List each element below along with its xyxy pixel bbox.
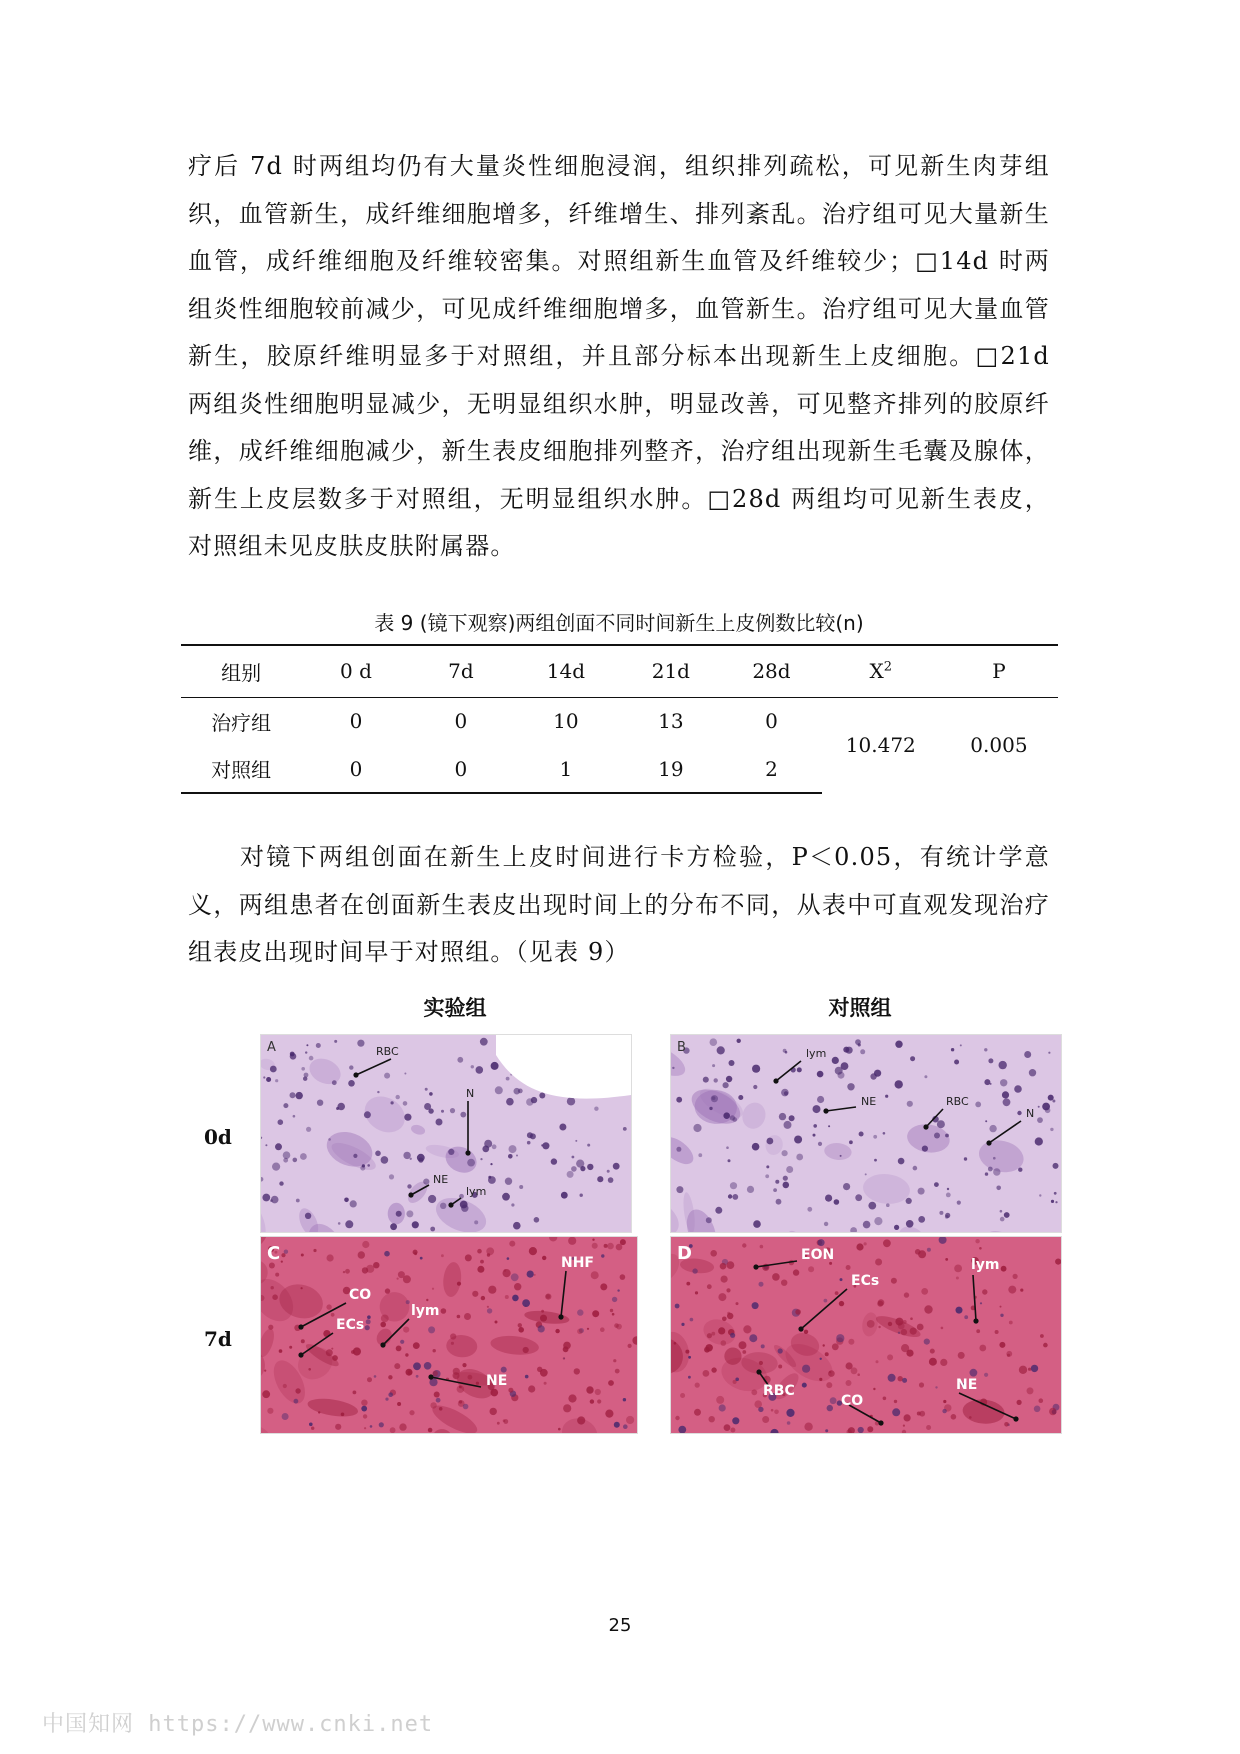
table-caption: 表 9 (镜下观察)两组创面不同时间新生上皮例数比较(n): [374, 611, 864, 635]
annotation-label: NHF: [561, 1255, 594, 1271]
panel-letter: C: [267, 1243, 281, 1264]
histology-panel-c: [260, 1236, 638, 1434]
header-0d: 0 d: [301, 645, 410, 697]
cell-group: 治疗组: [211, 710, 272, 735]
cell-14d: 1: [511, 745, 620, 793]
annotation-label: N: [1026, 1107, 1035, 1120]
annotation-label: NE: [861, 1095, 877, 1108]
histology-panel-b: [670, 1034, 1062, 1233]
cell-21d: 13: [658, 709, 684, 734]
annotation-label: N: [466, 1087, 475, 1100]
annotation-label: CO: [841, 1393, 864, 1409]
annotation-label: lym: [806, 1047, 827, 1060]
annotation-label: NE: [486, 1373, 508, 1389]
histology-image-b: [671, 1035, 1061, 1232]
cell-0d: 0: [301, 745, 410, 793]
histology-image-d: [671, 1237, 1061, 1433]
cell-7d: 0: [454, 709, 468, 734]
cell-28d: 0: [765, 709, 778, 734]
cell-0d: 0: [349, 709, 363, 734]
table-header-row: [181, 645, 1058, 697]
histology-image-a: [261, 1035, 631, 1232]
header-chi-square: $X^2$: [822, 645, 940, 697]
annotation-label: RBC: [946, 1095, 969, 1108]
data-table: [181, 644, 1058, 794]
annotation-label: NE: [433, 1173, 449, 1186]
figure-column-title-experimental: 实验组: [423, 995, 487, 1020]
figure-column-title-control: 对照组: [828, 995, 892, 1020]
header-group: 组别: [181, 645, 301, 697]
cell-21d: 19: [621, 745, 722, 793]
cell-7d: 0: [411, 745, 512, 793]
annotation-label: RBC: [763, 1383, 795, 1399]
body-paragraph-1: 疗后 7d 时两组均仍有大量炎性细胞浸润，组织排列疏松，可见新生肉芽组织，血管新生，成纤维细胞增多，纤维增生、排列紊乱。治疗组可见大量新生血管，成纤维细胞及纤维较密集。对照组新生血管及纤维较少；□14d 时两组炎性细胞较前减少，可见成纤维细胞增多，血管新生。治疗组可见大量血管新生，胶原纤维明显多于对照组，并且部分标本出现新生上皮细胞。□21d 两组炎性细胞明显减少，无明显组织水肿，明显改善，可见整齐排列的胶原纤维，成纤维细胞减少，新生表皮细胞排列整齐，治疗组出现新生毛囊及腺体，新生上皮层数多于对照组，无明显组织水肿。□28d 两组均可见新生表皮，对照组未见皮肤皮肤附属器。: [188, 152, 1050, 560]
annotation-label: ECs: [851, 1273, 880, 1289]
header-14d: 14d: [511, 645, 620, 697]
page-number: 25: [608, 1615, 632, 1636]
annotation-label: RBC: [376, 1045, 399, 1058]
annotation-label: EON: [801, 1247, 835, 1263]
annotation-label: CO: [349, 1287, 372, 1303]
annotation-label: lym: [466, 1185, 487, 1198]
body-paragraph-2: 对镜下两组创面在新生上皮时间进行卡方检验，P＜0.05，有统计学意义，两组患者在创面新生表皮出现时间上的分布不同，从表中可直观发现治疗组表皮出现时间早于对照组。（见表 9）: [188, 843, 1050, 966]
histology-panel-d: [670, 1236, 1062, 1434]
header-7d: 7d: [411, 645, 512, 697]
annotation-label: NE: [956, 1377, 978, 1393]
cell-p-value: 0.005: [970, 733, 1028, 758]
panel-letter: B: [677, 1040, 686, 1055]
cell-14d: 10: [553, 709, 579, 734]
cell-chi-square: 10.472: [845, 733, 916, 758]
header-21d: 21d: [621, 645, 722, 697]
histology-panel-a: [260, 1034, 632, 1233]
table-row: [181, 697, 1058, 745]
histology-image-c: [261, 1237, 637, 1433]
figure-row-label-0d: 0d: [204, 1125, 232, 1149]
annotation-label: lym: [411, 1303, 440, 1319]
header-p: P: [940, 645, 1058, 697]
header-28d: 28d: [721, 645, 822, 697]
annotation-label: ECs: [336, 1317, 365, 1333]
cell-group: 对照组: [181, 745, 301, 793]
panel-letter: A: [267, 1040, 276, 1055]
cnki-watermark: 中国知网 https://www.cnki.net: [42, 1712, 434, 1737]
cell-28d: 2: [721, 745, 822, 793]
annotation-label: lym: [971, 1257, 1000, 1273]
panel-letter: D: [677, 1243, 692, 1264]
figure-row-label-7d: 7d: [204, 1327, 232, 1351]
